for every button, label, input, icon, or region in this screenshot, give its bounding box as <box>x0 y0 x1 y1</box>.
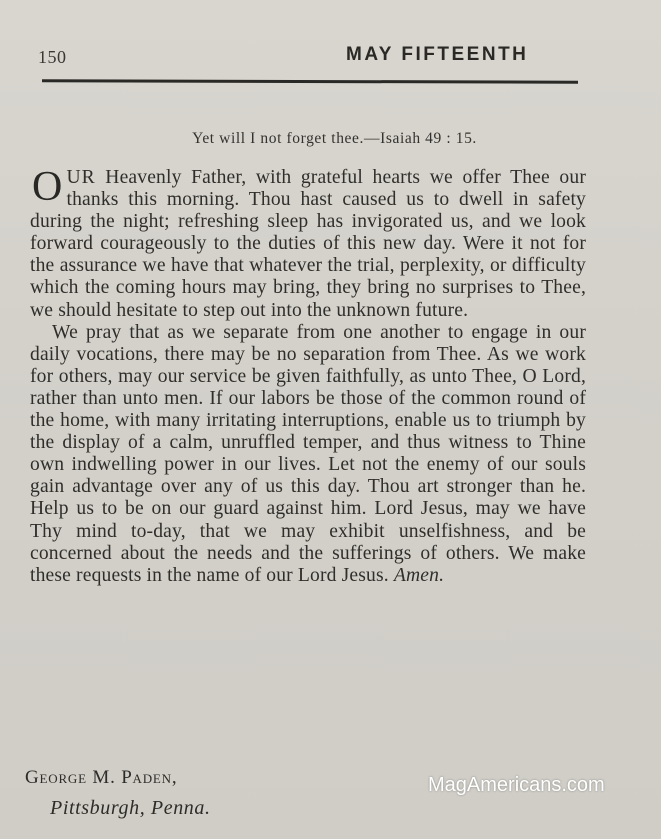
epigraph-verse: Yet will I not forget thee.—Isaiah 49 : 15. <box>192 130 477 147</box>
opening-small-caps: UR <box>66 167 96 188</box>
author-place: Pittsburgh, Penna. <box>50 797 211 819</box>
prayer-text <box>30 164 586 587</box>
page-number: 150 <box>38 47 67 67</box>
paragraph-2-text: We pray that as we separate from one another to engage in our daily vocations, there may be no separation from Thee. As we work for others, may our service be given faithfully, as unto Thee, O Lord, rather than unto men. If our labors be those of the common round of the home, with many irritating interruptions, enable us to triumph by the display of a calm, unruffled temper, and thus witness to Thine own indwelling power in our lives. Let not the enemy of our souls gain advantage over any of us this day. Thou art stronger than he. Help us to be on our guard against him. Lord Jesus, may we have Thy mind to-day, that we may exhibit unselfishness, and be concerned about the needs and the sufferings of others. We make these requests in the name of our Lord Jesus. <box>30 321 586 586</box>
paragraph-1-text: Heavenly Father, with grateful hearts we offer Thee our thanks this morning. Thou hast caused us to dwell in safety during the night; refreshing sleep has invigorated us, and we look forward courageously to the duties of this new day. Were it not for the assurance we have that whatever the trial, perplexity, or difficulty which the coming hours may bring, they bring no surprises to Thee, we should hesitate to step out into the unknown future. <box>30 167 586 321</box>
header-rule <box>42 79 578 83</box>
amen: Amen. <box>393 564 445 586</box>
prayer-paragraph-2 <box>30 322 586 587</box>
prayer-paragraph-1 <box>30 164 586 322</box>
drop-cap: O <box>32 164 63 210</box>
author-name: George M. Paden, <box>25 767 178 788</box>
watermark: MagAmericans.com <box>428 774 605 796</box>
running-title: MAY FIFTEENTH <box>346 44 529 65</box>
